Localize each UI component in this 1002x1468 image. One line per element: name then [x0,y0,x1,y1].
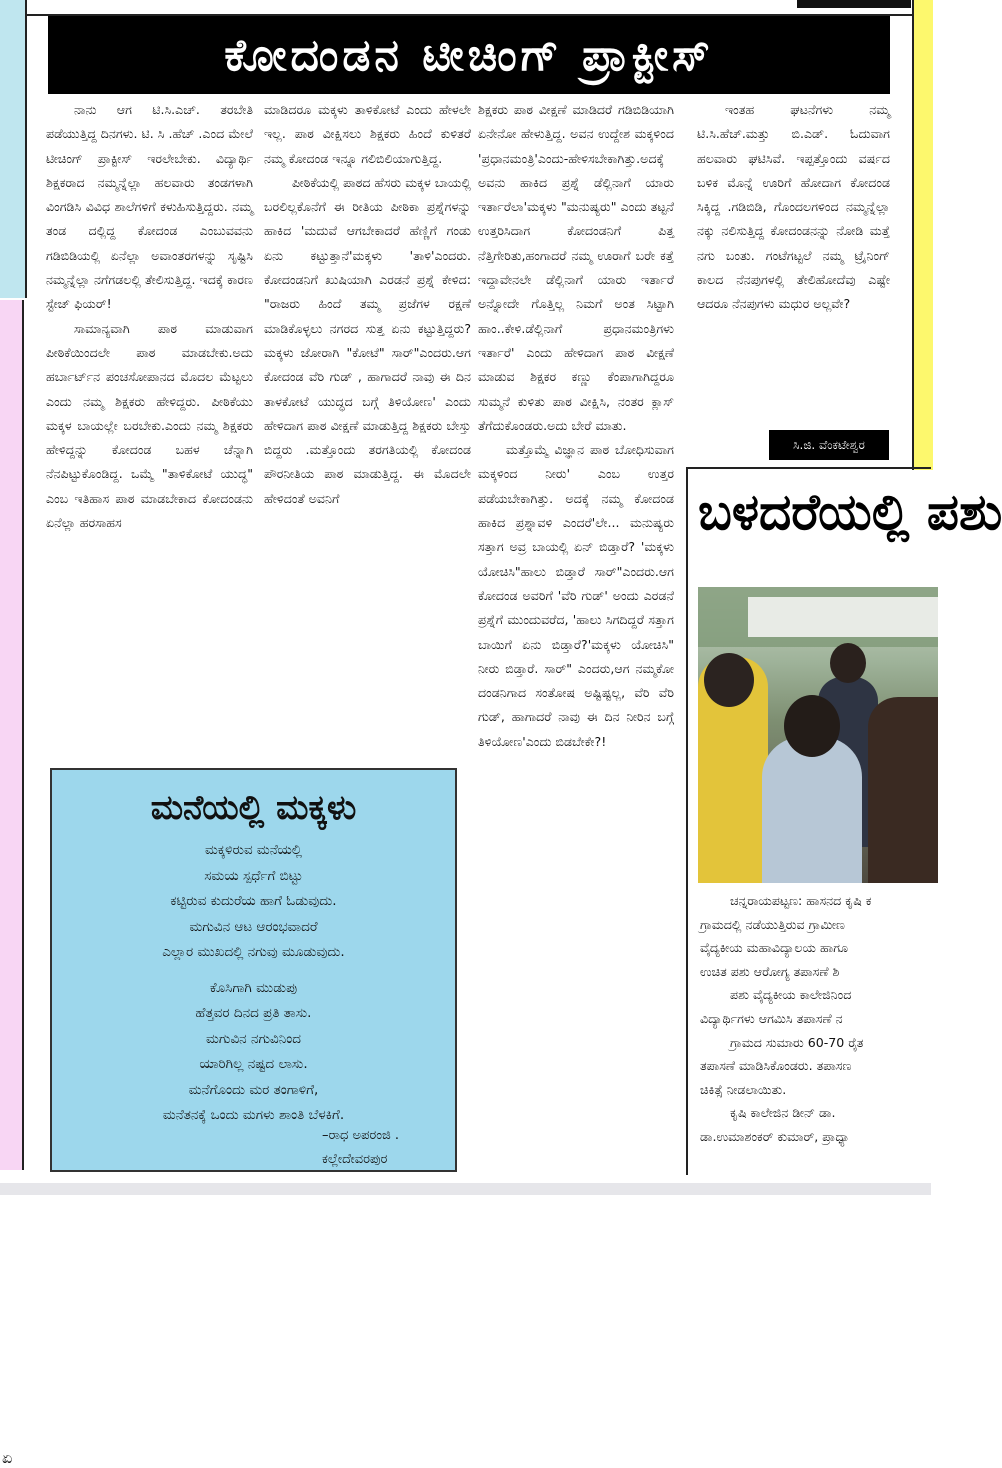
paragraph: ನಾನು ಆಗ ಟಿ.ಸಿ.ಎಚ್. ತರಬೇತಿ ಪಡೆಯುತ್ತಿದ್ದ ದಿನಗಳು. ಟಿ. ಸಿ .ಹೆಚ್ .ಎಂದ ಮೇಲೆ ಟೀಚಿಂಗ್ ಪ್ರಾಕ್ಟೀಸ್ ಇರಲೇಬೇಕು. ವಿದ್ಯಾರ್ಥಿ ಶಿಕ್ಷಕರಾದ ನಮ್ಮನ್ನೆಲ್ಲಾ ಹಲವಾರು ತಂಡಗಳಾಗಿ ವಿಂಗಡಿಸಿ ವಿವಿಧ ಶಾಲೆಗಳಿಗೆ ಕಳುಹಿಸುತ್ತಿದ್ದರು. ನಮ್ಮ ತಂಡ ದಲ್ಲಿದ್ದ ಕೋದಂಡ ಎಂಬುವವನು ಗಡಿಬಿಡಿಯಲ್ಲಿ ಏನೆಲ್ಲಾ ಅವಾಂತರಗಳನ್ನು ಸೃಷ್ಟಿಸಿ ನಮ್ಮನ್ನೆಲ್ಲಾ ನಗೆಗಡಲಲ್ಲಿ ತೇಲಿಸುತ್ತಿದ್ದ. ಇದಕ್ಕೆ ಕಾರಣ ಸ್ಟೇಜ್ ಫಿಯರ್! [46,102,253,312]
article-column-4 [697,98,890,430]
poem-line: ಮಕ್ಕಳಿರುವ ಮನೆಯಲ್ಲಿ [204,842,303,858]
second-story [686,467,1002,1175]
poem-line: ಕಟ್ಟಿರುವ ಕುದುರೆಯ ಹಾಗೆ ಓಡುವುದು. [170,893,337,909]
paragraph: ಶಿಕ್ಷಕರು ಪಾಠ ವೀಕ್ಷಣೆ ಮಾಡಿದರೆ ಗಡಿಬಿಡಿಯಾಗಿ ಏನೇನೋ ಹೇಳುತ್ತಿದ್ದ. ಅವನ ಉದ್ದೇಶ ಮಕ್ಕಳಿಂದ 'ಪ್ರಧಾನಮಂತ್ರಿ'ಎಂದು-ಹೇಳಿಸಬೇಕಾಗಿತ್ತು.ಅದಕ್ಕೆ ಅವನು ಹಾಕಿದ ಪ್ರಶ್ನೆ ಡೆಲ್ಲಿನಾಗೆ ಯಾರು ಇರ್ತಾರೆಲಾ'ಮಕ್ಕಳು "ಮನುಷ್ಯರು" ಎಂದು ತಟ್ಟನೆ ಉತ್ತರಿಸಿದಾಗ ಕೋದಂಡನಿಗೆ ಪಿತ್ತ ನೆತ್ತಿಗೇರಿತು,ಹಂಗಾದರೆ ನಮ್ಮ ಊರಾಗೆ ಬರೇ ಕತ್ತೆ ಇದ್ದಾವೇನಲೇ ಡೆಲ್ಲಿನಾಗೆ ಯಾರು ಇರ್ತಾರೆ ಅನ್ನೋದೇ ಗೊತ್ತಿಲ್ಲ ನಿಮಗೆ ಅಂತ ಸಿಟ್ಟಾಗಿ ಹಾಂ..ಕೇಳಿ.ಡೆಲ್ಲಿನಾಗೆ ಪ್ರಧಾನಮಂತ್ರಿಗಳು ಇರ್ತಾರೆ' ಎಂದು ಹೇಳಿದಾಗ ಪಾಠ ವೀಕ್ಷಣೆ ಮಾಡುವ ಶಿಕ್ಷಕರ ಕಣ್ಣು ಕೆಂಪಾಗಾಗಿದ್ದರೂ ಸುಮ್ಮನೆ ಕುಳಿತು ಪಾಠ ವೀಕ್ಷಿಸಿ, ನಂತರ ಕ್ಲಾಸ್ ತೆಗೆದುಕೊಂಡರು.ಅದು ಬೇರೆ ಮಾತು. [478,102,674,433]
poem-author-name: –ರಾಧ ಅಪರಂಜಿ . [322,1128,400,1143]
story-line: ಉಚಿತ ಪಶು ಆರೋಗ್ಯ ತಪಾಸಣೆ ಶಿ [700,963,840,979]
poem-body [52,838,455,1129]
poem-author [322,1124,399,1172]
photo-head [830,643,866,683]
paragraph: ಸಾಮಾನ್ಯವಾಗಿ ಪಾಠ ಮಾಡುವಾಗ ಪೀಠಿಕೆಯಿಂದಲೇ ಪಾಠ ಮಾಡಬೇಕು.ಅದು ಹರ್ಬಾರ್ಟ್‌ನ ಪಂಚಸೋಪಾನದ ಮೊದಲ ಮೆಟ್ಟಲು ಎಂದು ನಮ್ಮ ಶಿಕ್ಷಕರು ಹೇಳಿದ್ದರು. ಪೀಠಿಕೆಯು ಮಕ್ಕಳ ಬಾಯಲ್ಲೇ ಬರಬೇಕು.ಎಂದು ನಮ್ಮ ಶಿಕ್ಷಕರು ಹೇಳಿದ್ದನ್ನು ಕೋದಂಡ ಬಹಳ ಚೆನ್ನಾಗಿ ನೆನಪಿಟ್ಟುಕೊಂಡಿದ್ದ. ಒಮ್ಮೆ "ತಾಳಿಕೋಟೆ ಯುದ್ಧ" ಎಂಬ ಇತಿಹಾಸ ಪಾಠ ಮಾಡಬೇಕಾದ ಕೋದಂಡನು ಏನೆಲ್ಲಾ ಹರಸಾಹಸ [46,320,253,531]
story-line: ವಿದ್ಯಾರ್ಥಿಗಳು ಆಗಮಿಸಿ ತಪಾಸಣೆ ನ [700,1010,843,1026]
paragraph: ಪೀಠಿಕೆಯಲ್ಲಿ ಪಾಠದ ಹೆಸರು ಮಕ್ಕಳ ಬಾಯಲ್ಲಿ ಬರಲಿಲ್ಲಕೊನೆಗೆ ಈ ರೀತಿಯ ಪೀಠಿಕಾ ಪ್ರಶ್ನೆಗಳನ್ನು ಹಾಕಿದ 'ಮದುವೆ ಆಗಬೇಕಾದರೆ ಹೆಣ್ಣಿಗೆ ಗಂಡು ಏನು ಕಟ್ಟುತ್ತಾನೆ'ಮಕ್ಕಳು 'ತಾಳಿ'ಎಂದರು. ಕೋದಂಡನಿಗೆ ಖುಷಿಯಾಗಿ ಎರಡನೆ ಪ್ರಶ್ನೆ ಕೇಳಿದ: "ರಾಜರು ಹಿಂದೆ ತಮ್ಮ ಪ್ರಜೆಗಳ ರಕ್ಷಣೆ ಮಾಡಿಕೊಳ್ಳಲು ನಗರದ ಸುತ್ತ ಏನು ಕಟ್ಟುತ್ತಿದ್ದರು? ಮಕ್ಕಳು ಜೋರಾಗಿ "ಕೋಟೆ" ಸಾರ್"ಎಂದರು.ಆಗ ಕೋದಂಡ ವೆರಿ ಗುಡ್ , ಹಾಗಾದರೆ ನಾವು ಈ ದಿನ ತಾಳಕೋಟೆ ಯುದ್ಧದ ಬಗ್ಗೆ ತಿಳಿಯೋಣ' ಎಂದು ಹೇಳಿದಾಗ ಪಾಠ ವೀಕ್ಷಣೆ ಮಾಡುತ್ತಿದ್ದ ಶಿಕ್ಷಕರು ಬೇಸ್ತು ಬಿದ್ದರು .ಮತ್ತೊಂದು ತರಗತಿಯಲ್ಲಿ ಕೋದಂಡ ಪೌರನೀತಿಯ ಪಾಠ ಮಾಡುತ್ತಿದ್ದ. ಈ ಮೊದಲೇ ಹೇಳಿದಂತೆ ಅವನಿಗೆ [264,174,471,506]
story-line: ಪಶು ವೈದ್ಯಕೀಯ ಕಾಲೇಜಿನಿಂದ [730,987,852,1003]
article-column-2 [264,98,471,754]
stanza-gap [52,966,455,976]
paragraph: ಮತ್ತೊಮ್ಮೆ ವಿಜ್ಞಾನ ಪಾಠ ಬೋಧಿಸುವಾಗ ಮಕ್ಕಳಿಂದ ನೀರು' ಎಂಬ ಉತ್ತರ ಪಡೆಯಬೇಕಾಗಿತ್ತು. ಅದಕ್ಕೆ ನಮ್ಮ ಕೋದಂಡ ಹಾಕಿದ ಪ್ರಶ್ನಾವಳಿ ಎಂದರೆ'ಲೇ... ಮನುಷ್ಯರು ಸತ್ತಾಗ ಅವ್ರ ಬಾಯಲ್ಲಿ ಏನ್ ಬಿಡ್ತಾರೆ? 'ಮಕ್ಕಳು ಯೋಚಿಸಿ"ಹಾಲು ಬಿಡ್ತಾರೆ ಸಾರ್"ಎಂದರು.ಆಗ ಕೋದಂಡ ಅವರಿಗೆ 'ವೆರಿ ಗುಡ್' ಅಂದು ಎರಡನೆ ಪ್ರಶ್ನೆಗೆ ಮುಂದುವರೆದ, 'ಹಾಲು ಸಿಗದಿದ್ದರೆ ಸತ್ತಾಗ ಬಾಯಿಗೆ ಏನು ಬಿಡ್ತಾರೆ?'ಮಕ್ಕಳು ಯೋಚಿಸಿ" ನೀರು ಬಿಡ್ತಾರೆ. ಸಾರ್" ಎಂದರು,ಆಗ ನಮ್ಮಕೋ ದಂಡನಿಗಾದ ಸಂತೋಷ ಅಷ್ಟಿಷ್ಟಲ್ಲ, ವೆರಿ ವೆರಿ ಗುಡ್, ಹಾಗಾದರೆ ನಾವು ಈ ದಿನ ನೀರಿನ ಬಗ್ಗೆ ತಿಳಿಯೋಣ'ಎಂದು ಬಿಡಬೇಕೇ?! [478,442,674,749]
right-edge-yellow-panel [912,0,933,470]
poem-author-place: ಕಲ್ಲೇದೇವರಪುರ [322,1152,388,1167]
poem-line: ಕೊಸಿಗಾಗಿ ಮುಡುಪು [209,979,298,996]
photo-head [784,695,840,757]
paragraph: ಇಂತಹ ಘಟನೆಗಳು ನಮ್ಮ ಟಿ.ಸಿ.ಹೆಚ್.ಮತ್ತು ಬಿ.ಎಡ್. ಓದುವಾಗ ಹಲವಾರು ಘಟಿಸಿವೆ. ಇಪ್ಪತ್ತೊಂದು ವರ್ಷದ ಬಳಿಕ ಮೊನ್ನೆ ಊರಿಗೆ ಹೋದಾಗ ಕೋದಂಡ ಸಿಕ್ಕಿದ್ದ .ಗಡಿಬಿಡಿ, ಗೊಂದಲಗಳಿಂದ ನಮ್ಮನ್ನೆಲ್ಲಾ ನಕ್ಕು ನಲಿಸುತ್ತಿದ್ದ ಕೋದಂಡನನ್ನು ನೋಡಿ ಮತ್ತೆ ನಗು ಬಂತು. ಗಂಟೆಗಟ್ಟಲೆ ನಮ್ಮ ಟ್ರೈನಿಂಗ್ ಕಾಲದ ನೆನಪುಗಳಲ್ಲಿ ತೇಲಿಹೋದೆವು ಎಷ್ಟೇ ಆದರೂ ನೆನಪುಗಳು ಮಧುರ ಅಲ್ಲವೇ? [697,102,890,312]
second-story-title: ಬಳದರೆಯಲ್ಲಿ ಪಶು [698,483,1002,541]
poem-line: ಯಾರಿಗಿಲ್ಲ ನಷ್ಟದ ಲಾಸು. [199,1056,308,1072]
poem-line: ಮನೆತನಕ್ಕೆ ಒಂದು ಮಗಳು ಶಾಂತಿ ಬೆಳಕಿಗೆ. [162,1107,345,1123]
story-line: ವೈದ್ಯಕೀಯ ಮಹಾವಿದ್ಯಾಲಯ ಹಾಗೂ [700,940,849,956]
news-photo [698,587,938,883]
author-byline: ಸಿ.ಜಿ. ವೆಂಕಟೇಶ್ವರ [769,430,889,460]
bottom-strip [0,1183,931,1195]
story-line: ಚಿಕಿತ್ಸೆ ನೀಡಲಾಯಿತು. [700,1081,787,1097]
story-line: ಕೃಷಿ ಕಾಲೇಜಿನ ಡೀನ್ ಡಾ. [730,1105,836,1121]
story-line: ಚನ್ನರಾಯಪಟ್ಟಣ: ಹಾಸನದ ಕೃಷಿ ಕ [730,893,872,908]
photo-cow [868,697,938,883]
left-edge-pink-panel [0,300,24,1467]
poem-box [50,768,457,1172]
photo-head [704,653,754,707]
second-story-body [700,889,940,1149]
top-strip [25,0,912,16]
article-column-1 [46,98,253,754]
poem-line: ಹೆತ್ತವರ ದಿನದ ಪ್ರತಿ ತಾಸು. [195,1005,312,1021]
poem-line: ಮಗುವಿನ ಆಟ ಆರಂಭವಾದರೆ [189,918,318,935]
headline: ಕೋದಂಡನ ಟೀಚಿಂಗ್ ಪ್ರಾಕ್ಟೀಸ್ [48,16,890,94]
story-line: ಗ್ರಾಮದ ಸುಮಾರು 60-70 ರೈತ [730,1034,864,1050]
photo-building [748,597,938,637]
story-line: ಗ್ರಾಮದಲ್ಲಿ ನಡೆಯುತ್ತಿರುವ ಗ್ರಾಮೀಣ [700,916,845,932]
photo-person [762,737,862,883]
poem-line: ಮನೆಗೊಂದು ಮರ ತಂಗಾಳಿಗೆ, [188,1081,319,1098]
top-black-bar [797,0,911,8]
paragraph: ಮಾಡಿದರೂ ಮಕ್ಕಳು ತಾಳಿಕೋಟೆ ಎಂದು ಹೇಳಲೇ ಇಲ್ಲ. ಪಾಠ ವೀಕ್ಷಿಸಲು ಶಿಕ್ಷಕರು ಹಿಂದೆ ಕುಳಿತರೆ ನಮ್ಮ ಕೋದಂಡ ಇನ್ನೂ ಗಲಿಬಿಲಿಯಾಗುತ್ತಿದ್ದ. [264,102,471,166]
poem-title: ಮನೆಯಲ್ಲಿ ಮಕ್ಕಳು [150,788,357,828]
story-line: ತಪಾಸಣೆ ಮಾಡಿಸಿಕೊಂಡರು. ತಪಾಸಣ [700,1058,852,1074]
poem-line: ಎಲ್ಲಾರ ಮುಖದಲ್ಲಿ ನಗುವು ಮೂಡುವುದು. [162,944,345,960]
article-column-3 [478,98,674,1163]
left-edge-blue-panel [0,0,27,298]
story-line: ಡಾ.ಉಮಾಶಂಕರ್ ಕುಮಾರ್, ಪ್ರಾಧ್ಯಾ [700,1128,850,1144]
poem-line: ಸಮಯ ಸ್ಪರ್ಧೆಗೆ ಬಿಟ್ಟು [204,867,303,884]
left-edge-text: ಏ [2,1448,13,1467]
poem-line: ಮಗುವಿನ ನಗುವಿನಿಂದ [206,1030,301,1047]
